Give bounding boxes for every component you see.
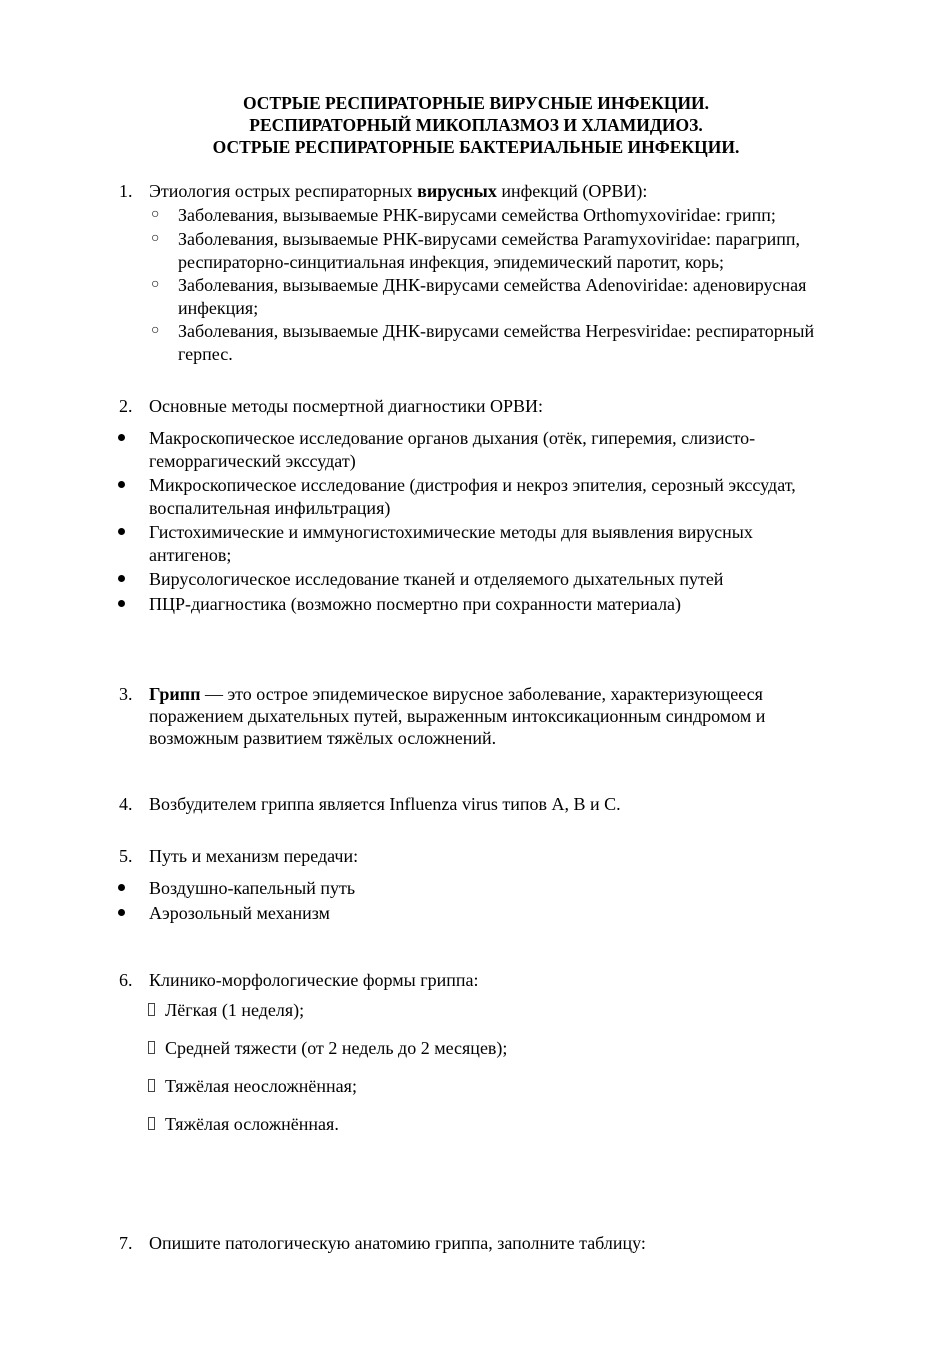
q1-heading (149, 180, 647, 203)
q7-text: Опишите патологическую анатомию гриппа, заполните таблицу: (149, 1233, 646, 1253)
q2-item-5: ПЦР-диагностика (возможно посмертно при сохранности материала) (149, 594, 682, 614)
q2-item-3-line-2: антигенов; (149, 545, 232, 565)
q3-line-3: возможным развитием тяжёлых осложнений. (149, 728, 497, 748)
q6-number: 6. (119, 970, 133, 990)
q5-item-1: Воздушно-капельный путь (149, 878, 356, 898)
q6-item-2: Средней тяжести (от 2 недель до 2 месяцев); (165, 1038, 508, 1058)
circle-bullet-icon: ○ (151, 323, 160, 338)
title-line-2: РЕСПИРАТОРНЫЙ МИКОПЛАЗМОЗ И ХЛАМИДИОЗ. (249, 115, 703, 135)
circle-bullet-icon: ○ (151, 277, 160, 292)
q1-item-3-line-1: Заболевания, вызываемые ДНК-вирусами семейства Adenoviridae: аденовирусная (178, 275, 807, 295)
q6-heading: Клинико-морфологические формы гриппа: (149, 970, 479, 990)
q4-number: 4. (119, 794, 133, 814)
q1-item-1-line-1: Заболевания, вызываемые РНК-вирусами семейства Orthomyxoviridae: грипп; (178, 205, 776, 225)
q5-number: 5. (119, 846, 133, 866)
bullet-dot-icon (118, 600, 125, 607)
bullet-dot-icon (118, 575, 125, 582)
missing-glyph-bullet-icon (148, 1117, 155, 1130)
bullet-dot-icon (118, 909, 125, 916)
q2-heading: Основные методы посмертной диагностики ОРВИ: (149, 396, 544, 416)
q1-heading-pre: Этиология острых респираторных (149, 181, 418, 201)
q3-line-2: поражением дыхательных путей, выраженным интоксикационным синдромом и (149, 706, 766, 726)
bullet-dot-icon (118, 434, 125, 441)
q1-number: 1. (119, 181, 133, 201)
q2-item-1-line-2: геморрагический экссудат) (149, 451, 356, 471)
q5-heading: Путь и механизм передачи: (149, 846, 359, 866)
q1-item-4-line-1: Заболевания, вызываемые ДНК-вирусами семейства Herpesviridae: респираторный (178, 321, 815, 341)
title-line-3: ОСТРЫЕ РЕСПИРАТОРНЫЕ БАКТЕРИАЛЬНЫЕ ИНФЕКЦИИ. (212, 137, 740, 157)
q2-item-4: Вирусологическое исследование тканей и отделяемого дыхательных путей (149, 569, 724, 589)
q1-item-4-line-2: герпес. (178, 344, 233, 364)
q5-item-2: Аэрозольный механизм (149, 903, 330, 923)
q3-line-1 (149, 683, 763, 706)
title-line-1: ОСТРЫЕ РЕСПИРАТОРНЫЕ ВИРУСНЫЕ ИНФЕКЦИИ. (242, 93, 710, 113)
missing-glyph-bullet-icon (148, 1079, 155, 1092)
missing-glyph-bullet-icon (148, 1003, 155, 1016)
q4-text: Возбудителем гриппа является Influenza virus типов A, B и C. (149, 794, 621, 814)
q6-item-3: Тяжёлая неосложнённая; (165, 1076, 357, 1096)
q6-item-1: Лёгкая (1 неделя); (165, 1000, 305, 1020)
q1-heading-post: инфекций (ОРВИ): (496, 181, 648, 201)
circle-bullet-icon: ○ (151, 231, 160, 246)
circle-bullet-icon: ○ (151, 207, 160, 222)
q2-item-1-line-1: Макроскопическое исследование органов дыхания (отёк, гиперемия, слизисто- (149, 428, 756, 448)
bullet-dot-icon (118, 528, 125, 535)
q2-item-2-line-1: Микроскопическое исследование (дистрофия и некроз эпителия, серозный экссудат, (149, 475, 796, 495)
missing-glyph-bullet-icon (148, 1041, 155, 1054)
q3-number: 3. (119, 684, 133, 704)
bullet-dot-icon (118, 884, 125, 891)
q3-term: Грипп (149, 684, 201, 704)
q2-number: 2. (119, 396, 133, 416)
q1-item-2-line-2: респираторно-синцитиальная инфекция, эпидемический паротит, корь; (178, 252, 725, 272)
q3-definition-start: — это острое эпидемическое вирусное заболевание, характеризующееся (200, 684, 763, 704)
q2-item-3-line-1: Гистохимические и иммуногистохимические методы для выявления вирусных (149, 522, 753, 542)
q1-item-3-line-2: инфекция; (178, 298, 259, 318)
bullet-dot-icon (118, 481, 125, 488)
q7-number: 7. (119, 1233, 133, 1253)
q1-item-2-line-1: Заболевания, вызываемые РНК-вирусами семейства Paramyxoviridae: парагрипп, (178, 229, 801, 249)
q6-item-4: Тяжёлая осложнённая. (165, 1114, 339, 1134)
q2-item-2-line-2: воспалительная инфильтрация) (149, 498, 391, 518)
q1-heading-bold: вирусных (417, 181, 497, 201)
